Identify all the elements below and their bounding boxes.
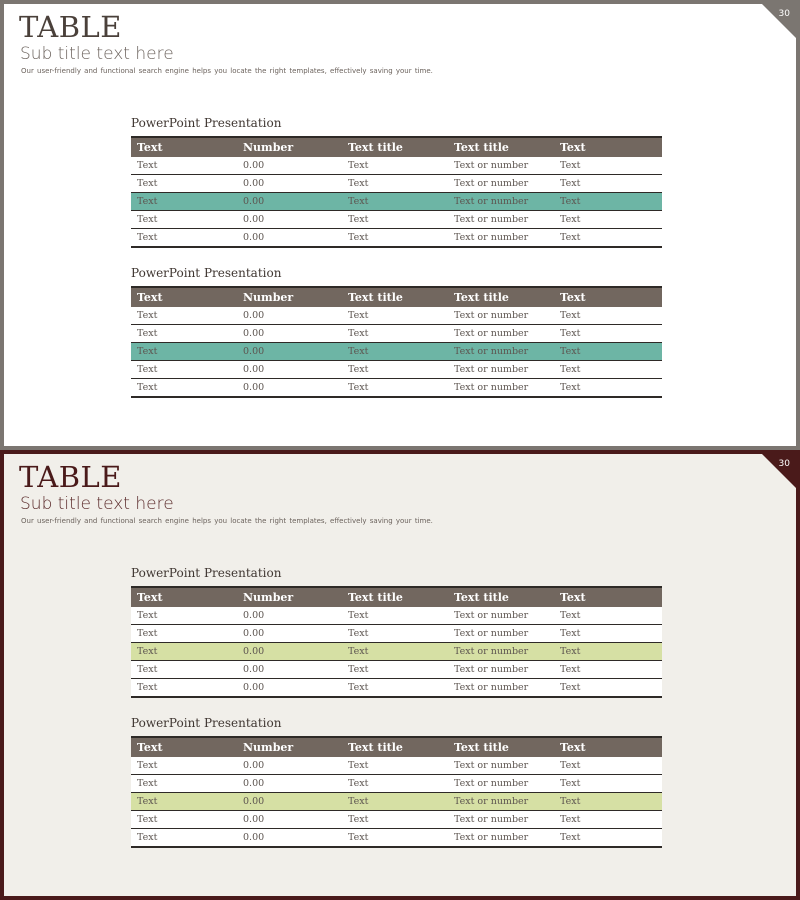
table-cell: 0.00 <box>237 379 342 398</box>
table-cell: 0.00 <box>237 361 342 379</box>
table-cell: Text <box>554 325 662 343</box>
table-row <box>131 211 662 229</box>
table-cell: Text <box>554 625 662 643</box>
table-cell: Text <box>554 775 662 793</box>
table-cell: Text <box>131 325 237 343</box>
table-cell: 0.00 <box>237 343 342 361</box>
table-cell: 0.00 <box>237 175 342 193</box>
table-cell: Text <box>131 793 237 811</box>
table-header-row <box>131 737 662 757</box>
table-cell: Text <box>342 193 448 211</box>
table-cell: Text <box>342 829 448 848</box>
data-table <box>131 736 662 848</box>
table-cell: Text or number <box>448 325 554 343</box>
column-header: Text <box>131 137 237 157</box>
data-table <box>131 286 662 398</box>
column-header: Text <box>554 737 662 757</box>
table-cell: Text <box>554 757 662 775</box>
slide-subtitle: Sub title text here <box>20 494 174 514</box>
table-cell: Text <box>554 607 662 625</box>
table-cell: Text <box>342 325 448 343</box>
table-cell: 0.00 <box>237 193 342 211</box>
column-header: Text title <box>342 587 448 607</box>
slide-description: Our user-friendly and functional search engine helps you locate the right templates, effectively saving your time. <box>21 67 433 75</box>
table-cell: Text or number <box>448 211 554 229</box>
table-row <box>131 175 662 193</box>
page-number: 30 <box>778 459 790 469</box>
column-header: Text title <box>342 137 448 157</box>
table-cell: Text or number <box>448 757 554 775</box>
table-cell: 0.00 <box>237 211 342 229</box>
table-cell: 0.00 <box>237 307 342 325</box>
table-cell: Text <box>342 811 448 829</box>
table-cell: Text <box>131 661 237 679</box>
table-cell: 0.00 <box>237 775 342 793</box>
table-cell: 0.00 <box>237 157 342 175</box>
table-header-row <box>131 287 662 307</box>
table-cell: Text <box>131 343 237 361</box>
table-cell: Text or number <box>448 343 554 361</box>
table-row <box>131 811 662 829</box>
table-cell: Text or number <box>448 307 554 325</box>
table-cell: Text or number <box>448 229 554 248</box>
table-cell: Text <box>131 811 237 829</box>
table-row <box>131 343 662 361</box>
column-header: Number <box>237 587 342 607</box>
table-cell: Text <box>554 307 662 325</box>
table-cell: Text <box>554 679 662 698</box>
table-cell: Text <box>131 829 237 848</box>
table-row <box>131 379 662 398</box>
table-cell: Text <box>342 607 448 625</box>
slide-description: Our user-friendly and functional search engine helps you locate the right templates, effectively saving your time. <box>21 517 433 525</box>
table-cell: Text or number <box>448 829 554 848</box>
table-cell: 0.00 <box>237 679 342 698</box>
table-cell: Text <box>342 643 448 661</box>
table-cell: 0.00 <box>237 607 342 625</box>
table-cell: Text <box>131 625 237 643</box>
table-row <box>131 625 662 643</box>
table-cell: Text <box>131 229 237 248</box>
table-row <box>131 679 662 698</box>
table-row <box>131 661 662 679</box>
page-number: 30 <box>778 9 790 19</box>
table-row <box>131 775 662 793</box>
table-cell: Text <box>342 757 448 775</box>
table-cell: 0.00 <box>237 229 342 248</box>
table-row <box>131 229 662 248</box>
table-row <box>131 361 662 379</box>
table-cell: 0.00 <box>237 829 342 848</box>
column-header: Number <box>237 287 342 307</box>
table-cell: Text <box>131 643 237 661</box>
table-cell: Text <box>554 157 662 175</box>
table-cell: Text or number <box>448 775 554 793</box>
table-cell: Text <box>554 793 662 811</box>
table-cell: Text <box>342 625 448 643</box>
column-header: Text title <box>448 737 554 757</box>
column-header: Text title <box>448 287 554 307</box>
table-block <box>131 266 662 398</box>
table-cell: Text <box>342 361 448 379</box>
column-header: Number <box>237 137 342 157</box>
table-cell: Text <box>131 361 237 379</box>
column-header: Text title <box>342 737 448 757</box>
table-cell: 0.00 <box>237 661 342 679</box>
table-cell: 0.00 <box>237 325 342 343</box>
table-row <box>131 307 662 325</box>
table-cell: Text <box>131 307 237 325</box>
slide-title: TABLE <box>19 10 122 44</box>
table-cell: Text <box>342 157 448 175</box>
table-cell: Text <box>131 757 237 775</box>
table-cell: Text <box>554 229 662 248</box>
table-cell: Text <box>342 343 448 361</box>
table-cell: Text or number <box>448 607 554 625</box>
table-header-row <box>131 137 662 157</box>
table-cell: Text or number <box>448 175 554 193</box>
table-cell: Text or number <box>448 811 554 829</box>
column-header: Text <box>131 287 237 307</box>
table-block <box>131 716 662 848</box>
table-cell: Text <box>554 661 662 679</box>
table-cell: 0.00 <box>237 793 342 811</box>
table-cell: Text <box>554 175 662 193</box>
table-block <box>131 116 662 248</box>
table-cell: Text <box>342 379 448 398</box>
table-cell: Text <box>554 211 662 229</box>
table-cell: Text or number <box>448 361 554 379</box>
table-cell: Text <box>131 157 237 175</box>
table-cell: Text <box>342 175 448 193</box>
table-cell: Text <box>554 343 662 361</box>
table-caption: PowerPoint Presentation <box>131 116 282 130</box>
table-cell: Text <box>554 643 662 661</box>
table-cell: Text or number <box>448 625 554 643</box>
data-table <box>131 586 662 698</box>
table-cell: Text <box>131 607 237 625</box>
table-cell: Text <box>342 307 448 325</box>
slide-2 <box>0 450 800 900</box>
table-cell: Text <box>342 229 448 248</box>
table-row <box>131 829 662 848</box>
table-cell: Text <box>554 379 662 398</box>
table-row <box>131 193 662 211</box>
table-row <box>131 643 662 661</box>
column-header: Text title <box>448 587 554 607</box>
table-cell: Text or number <box>448 661 554 679</box>
table-cell: Text <box>342 661 448 679</box>
table-cell: Text <box>342 211 448 229</box>
table-cell: Text <box>554 361 662 379</box>
column-header: Text title <box>342 287 448 307</box>
table-cell: Text <box>131 193 237 211</box>
table-cell: Text <box>131 679 237 698</box>
table-cell: Text <box>342 679 448 698</box>
table-cell: 0.00 <box>237 625 342 643</box>
table-cell: Text <box>554 829 662 848</box>
column-header: Text <box>554 137 662 157</box>
table-cell: 0.00 <box>237 811 342 829</box>
table-caption: PowerPoint Presentation <box>131 566 282 580</box>
table-block <box>131 566 662 698</box>
table-cell: Text <box>342 775 448 793</box>
table-cell: Text or number <box>448 643 554 661</box>
table-cell: Text or number <box>448 793 554 811</box>
table-row <box>131 325 662 343</box>
table-row <box>131 757 662 775</box>
column-header: Text title <box>448 137 554 157</box>
table-cell: Text <box>131 175 237 193</box>
table-caption: PowerPoint Presentation <box>131 266 282 280</box>
table-cell: Text <box>342 793 448 811</box>
table-row <box>131 607 662 625</box>
column-header: Text <box>554 587 662 607</box>
table-row <box>131 157 662 175</box>
table-cell: Text <box>554 811 662 829</box>
slide-subtitle: Sub title text here <box>20 44 174 64</box>
table-header-row <box>131 587 662 607</box>
column-header: Text <box>131 587 237 607</box>
table-cell: Text <box>554 193 662 211</box>
table-cell: Text or number <box>448 193 554 211</box>
table-cell: Text <box>131 379 237 398</box>
table-cell: 0.00 <box>237 757 342 775</box>
slide-title: TABLE <box>19 460 122 494</box>
table-caption: PowerPoint Presentation <box>131 716 282 730</box>
table-cell: Text or number <box>448 679 554 698</box>
table-cell: Text or number <box>448 157 554 175</box>
table-cell: Text <box>131 775 237 793</box>
table-cell: 0.00 <box>237 643 342 661</box>
table-cell: Text <box>131 211 237 229</box>
column-header: Text <box>131 737 237 757</box>
column-header: Number <box>237 737 342 757</box>
table-row <box>131 793 662 811</box>
column-header: Text <box>554 287 662 307</box>
table-cell: Text or number <box>448 379 554 398</box>
data-table <box>131 136 662 248</box>
